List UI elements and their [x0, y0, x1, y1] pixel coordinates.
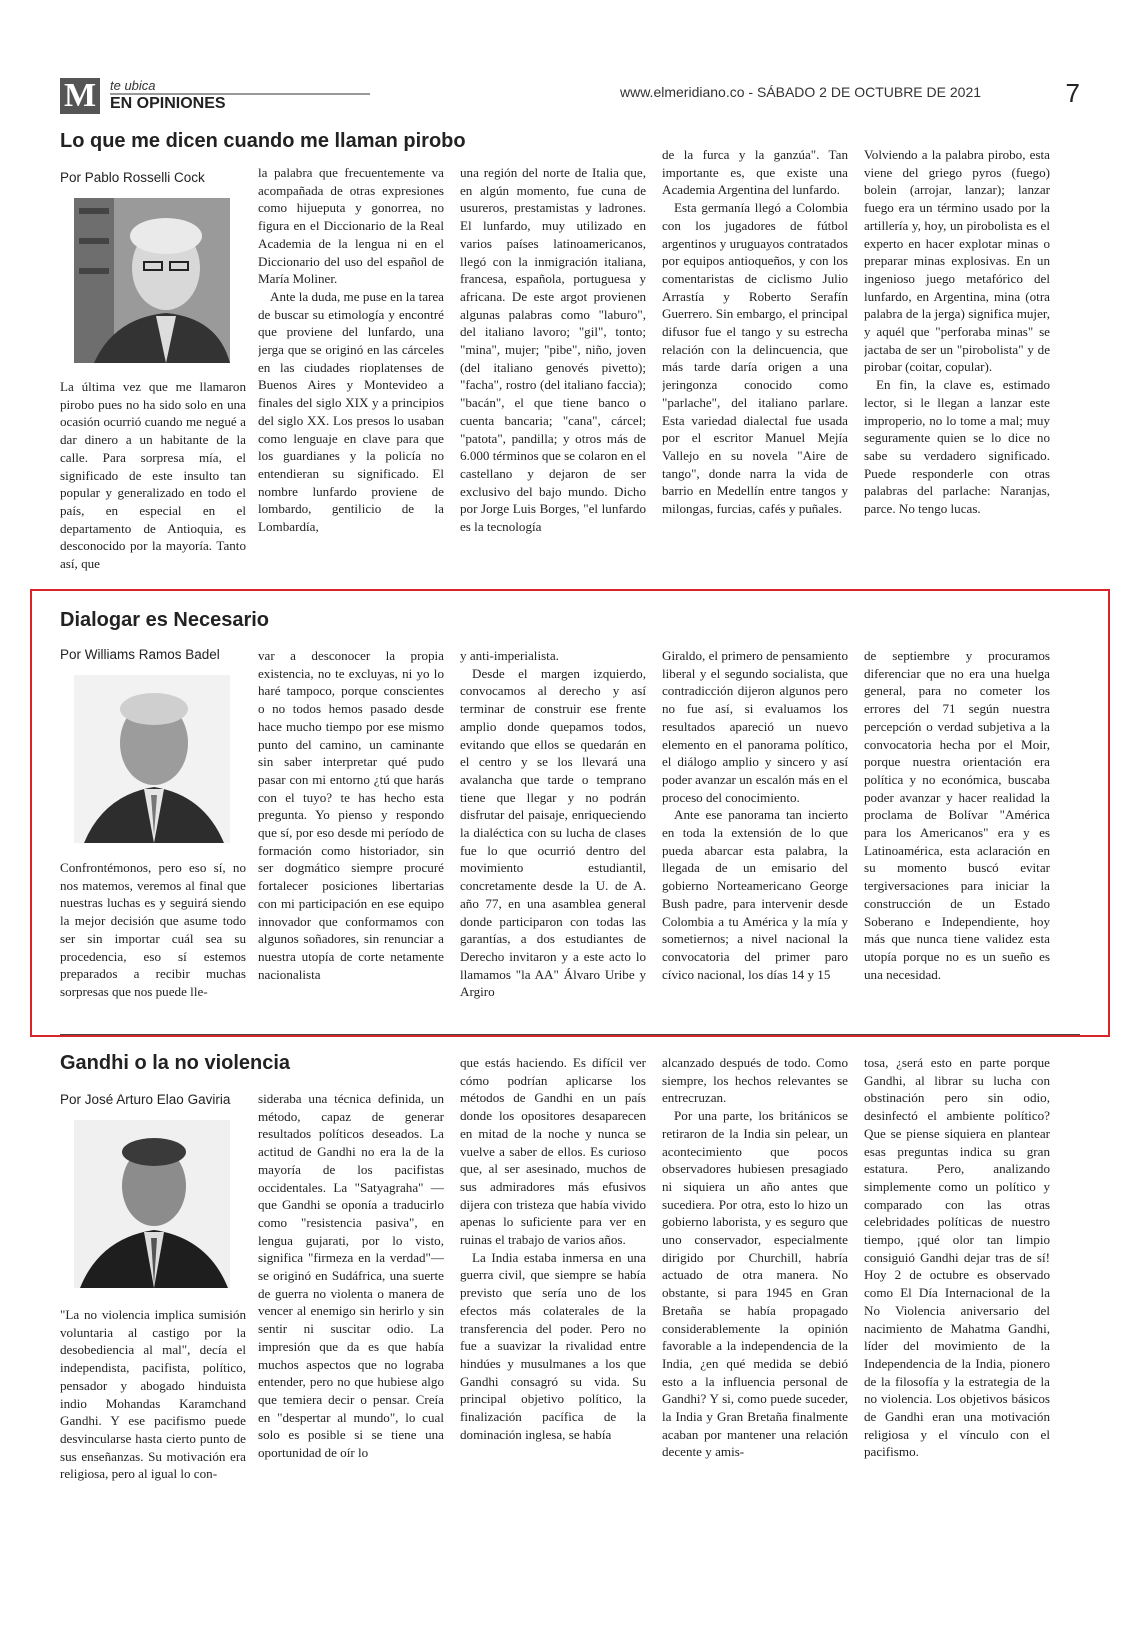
article-gandhi — [60, 1052, 1080, 1522]
article-byline: Por Williams Ramos Badel — [60, 647, 220, 662]
article-dialogar — [60, 609, 1080, 1029]
article-column-2: sideraba una técnica definida, un método, capaz de generar resultados políticos deseados. La actitud de Gandhi no era la de la mayoría de los pacifistas occidentales. La "Satyagraha" —que Gandhi se oponía a traducirlo como "resistencia pasiva", en lengua gujarati, por lo visto, significa "firmeza en la verdad"— se originó en Sudáfrica, una suerte de guerra no violenta o manera de vencer al enemigo sin herirlo y sin sentir ni suscitar odio. La impresión que da es que había muchos aspectos que no lograba entender, pero no que hubiese algo que temiera decir o pensar. Creía en "despertar al mundo", lo cual solo es posible si se tiene una oportunidad de oír lo — [258, 1091, 444, 1461]
portrait-illustration — [74, 1120, 230, 1288]
site-and-date: www.elmeridiano.co - SÁBADO 2 DE OCTUBRE DE 2021 — [620, 84, 982, 100]
page-number: 7 — [1065, 78, 1080, 108]
logo-tagline: te ubica — [110, 78, 156, 93]
author-photo — [74, 675, 230, 843]
article-column-3: una región del norte de Italia que, en algún momento, fue cuna de usureros, prestamistas y ladrones. El lunfardo, muy utilizado en varios países latinoamericanos, llegó con la inmigración italiana, francesa, española, portuguesa y africana. De este argot provienen algunas palabras como "laburo", del italiano lavoro; "gil", tonto; "mina", mujer; "pibe", niño, joven (del italiano genovés pivetto); "facha", rostro (del italiano faccia); "bacán", el que tiene banco o cuenta bancaria; "cana", cárcel; "patota", pandilla; y otros más de 6.000 términos que se colaron en el castellano y dejaron de ser exclusivo del bajo mundo. Dicho por Jorge Luis Borges, "el lunfardo es la tecnología — [460, 165, 646, 535]
article-column-4: de la furca y la ganzúa". Tan importante es, que existe una Academia Argentina del lunfardo. Esta germanía llegó a Colombia con los jugadores de fútbol argentinos y uruguayos contratados por equipos antioqueños, y con los comentaristas de ciclismo Julio Arrastía y Roberto Serafín Guerrero. Sin embargo, el principal difusor fue el tango y su estrecha relación con la delincuencia, que más tarde daría origen a una jeringonza conocido como "parlache", del italiano parlare. Esta variedad dialectal fue usada por el escritor Manuel Mejía Vallejo en su novela "Aire de tango", donde narra la vida de barrio en Medellín entre tangos y milongas, furcias, cafés y puñales. — [662, 147, 848, 517]
article-title: Gandhi o la no violencia — [60, 1052, 291, 1074]
article-column-4: Giraldo, el primero de pensamiento liberal y el segundo socialista, que contradicción dijeron algunos pero no fue así, si evaluamos los resultados apareció un nuevo elemento en el panorama político, el diálogo amplio y sincero y así poder avanzar un escalón más en el proceso del conocimiento. Ante ese panorama tan incierto en toda la extensión de lo que pueda abarcar esta palabra, la llegada de un emisario del gobierno Norteamericano George Bush padre, para intervenir desde Colombia a tu América y la mía y sometiernos; a nivel nacional la convocatoria del primer paro cívico nacional, los días 14 y 15 — [662, 648, 848, 982]
article-column-5: Volviendo a la palabra pirobo, esta viene del griego pyros (fuego) bolein (arrojar, lanzar); lanzar fuego era un término usado por la artillería y, hoy, un pirobolista es el experto en hacer explotar minas o preparar minas explosivas. En un ingenioso juego metafórico del lunfardo, en Argentina, mina (otra palabra de la jerga) significa mujer, y aquél que "perforaba minas" se jactaba de ser un "pirobolista" y de pirobar (coitar, copular). En fin, la clave es, estimado lector, si le llegan a lanzar este improperio, no lo tome a mal; muy seguramente quien se lo dice no sabe su verdadero significado. Puede responderle con otras palabras del parlache: Naranjas, parce. No tengo lucas. — [864, 147, 1050, 517]
article-column-5: de septiembre y procuramos diferenciar que no era una huelga general, para no cometer los errores del 71 según nuestra percepción o verdad subjetiva a la convocatoria hecha por el Moir, porque nuestra orientación era política y no económica, buscaba poder avanzar y hacer realidad la proclama de Bolívar "América para los Americanos" era y es Latinoamérica, esta aclaración en su momento buscó evitar tergiversaciones para iniciar la construcción de un Estado Soberano e Independiente, hoy más que nunca tiene validez esta utopía porque no es un sueño es una necesidad. — [864, 648, 1050, 982]
article-column-1: La última vez que me llamaron pirobo pues no ha sido solo en una ocasión ocurrió cuando me negué a dar dinero a un habitante de la calle. Para sorpresa mía, el significado de este insulto tan popular y generalizado en todo el país, en especial en el departamento de Antioquia, es desconocido por la mayoría. Tanto así, que — [60, 379, 246, 572]
author-photo — [74, 1120, 230, 1288]
author-photo — [74, 198, 230, 363]
article-byline: Por José Arturo Elao Gaviria — [60, 1092, 231, 1107]
article-column-1: "La no violencia implica sumisión voluntaria al castigo por la desobediencia al mal", decía el independista, pacifista, político, pensador y abogado hinduista indio Mohandas Karamchand Gandhi. Y ese pacifismo puede desvincularse hasta cierto punto de sus enseñanzas. Su motivación era religiosa, pero al igual lo con- — [60, 1307, 246, 1482]
article-column-2: la palabra que frecuentemente va acompañada de otras expresiones como hijueputa y gonorrea, no figura en el Diccionario de la Real Academia de la lengua ni en el Diccionario del uso del español de María Moliner. Ante la duda, me puse en la tarea de buscar su etimología y encontré que proviene del lunfardo, una jerga que se originó en las cárceles en las ciudades rioplatenses de Buenos Aires y Montevideo a finales del siglo XIX y a principios del siglo XX. Los presos lo usaban como lenguaje en clave para que los guardianes y la policía no entendieran su significado. El nombre lunfardo proviene de lombardo, gentilicio de la Lombardía, — [258, 165, 444, 535]
section-name: EN OPINIONES — [110, 95, 226, 112]
article-title: Lo que me dicen cuando me llaman pirobo — [60, 130, 466, 152]
article-column-1: Confrontémonos, pero eso sí, no nos matemos, veremos al final que nuestras luchas es y seguirá siendo la mejor decisión que asume todo ser sin importar cuál sea su procedencia, eso sí estemos preparados a recibir muchas sorpresas que nos puede lle- — [60, 860, 246, 999]
article-pirobo — [60, 130, 1080, 580]
article-column-2: var a desconocer la propia existencia, no te excluyas, ni yo lo haré tampoco, porque conscientes o no todos hemos pasado desde hace mucho tiempo por ese mismo punto del camino, un caminante sin saber interpretar qué pudo pasar con mi entorno ¿tú que harás con el tuyo? te has hecho esta pregunta. Yo pienso y respondo que sí, por eso desde mi período de formación como historiador, sin ser dogmático siempre procuré fortalecer posiciones libertarias con mi participación en ese equipo innovador que conformamos con algunos soñadores, sin renunciar a nuestra utopía de corte netamente nacionalista — [258, 648, 444, 982]
article-byline: Por Pablo Rosselli Cock — [60, 170, 205, 185]
portrait-illustration — [74, 675, 230, 843]
article-column-3: y anti-imperialista. Desde el margen izquierdo, convocamos al derecho y así terminar de construir ese frente amplio donde quepamos todos, evitando que ellos se quedarán en el centro y se los llevará una avalancha que tarde o temprano tiene que llegar y no podrán disfrutar del paisaje, enriqueciendo la dialéctica con su lucha de clases fue lo que ocurrió dentro del movimiento estudiantil, concretamente desde la U. de A. año 77, en una asamblea general donde participaron con todas las garantías, a dos estudiantes de Derecho invitaron y a este acto lo llamamos "la AA" Álvaro Uribe y Argiro — [460, 648, 646, 1000]
article-column-5: tosa, ¿será esto en parte porque Gandhi, al librar su lucha con obstinación pero sin odio, desinfectó el ambiente político? Que se piense siquiera en plantear esas preguntas indica su gran estatura. Pero, analizando simplemente como un político y comparado con las otras celebridades políticas de nuestro tiempo, ¡qué olor tan limpio consiguió Gandhi dejar tras de sí! Hoy 2 de octubre es observado como El Día Internacional de la No Violencia aniversario del nacimiento de Mahatma Gandhi, líder del movimiento de la Independencia de la India, pionero de la filosofía y la estrategia de la no violencia. Los objetivos básicos de Gandhi eran una motivación religiosa y el vínculo con el pacifismo. — [864, 1055, 1050, 1460]
article-separator — [60, 1034, 1080, 1035]
article-title: Dialogar es Necesario — [60, 609, 269, 631]
article-column-3: que estás haciendo. Es difícil ver cómo podrían aplicarse los métodos de Gandhi en un país donde los opositores desaparecen en mitad de la noche y nunca se vuelve a saber de ellos. Es curioso que, al ser asesinado, muchos de sus admiradores más efusivos dijera con tristeza que había vivido apenas lo suficiente para ver en ruinas el trabajo de varios años. La India estaba inmersa en una guerra civil, que siempre se había previsto que sería uno de los efectos más colaterales de la transferencia del poder. Pero no fue a suavizar la rivalidad entre hindúes y musulmanes a los que Gandhi consagró su vida. Su principal objetivo político, la finalización pacífica de la dominación inglesa, se había — [460, 1055, 646, 1442]
newspaper-logo: M — [60, 78, 100, 114]
article-column-4: alcanzado después de todo. Como siempre, los hechos relevantes se entrecruzan. Por una parte, los británicos se retiraron de la India sin pelear, un acontecimiento que pocos observadores hubiesen presagiado ni siquiera un año antes que sucediera. Por otra, esto lo hizo un gobierno laborista, y es seguro que uno conservador, especialmente dirigido por Churchill, habría actuado de otra manera. No obstante, si para 1945 en Gran Bretaña se había propagado considerablemente la opinión favorable a la independencia de la India, ¿en qué medida se debió esto a la influencia personal de Gandhi? Y si, como puede suceder, la India y Gran Bretaña finalmente acaban por mantener una relación decente y amis- — [662, 1055, 848, 1460]
portrait-illustration — [74, 198, 230, 363]
page-header — [60, 78, 1080, 118]
